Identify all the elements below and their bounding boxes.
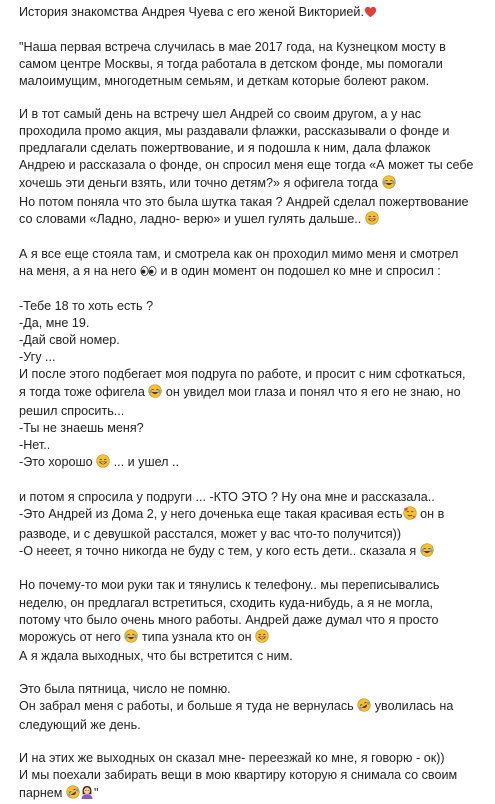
text-line: История знакомства Андрея Чуева с его женой Викторией. bbox=[19, 4, 485, 23]
text-line: А я все еще стояла там, и смотрела как он проходил мимо меня и смотрел bbox=[19, 246, 459, 261]
text-line: и потом я спросила у подруги ... -КТО ЭТО ? Ну она мне и рассказала.. bbox=[19, 490, 435, 505]
rolling-on-the-floor-laughing-icon bbox=[66, 785, 80, 804]
text-line: -Это Андрей из Дома 2, у него доченька еще такая красивая есть он в bbox=[19, 506, 485, 525]
text-line: следующий же день. bbox=[19, 718, 141, 733]
text-line: -Ты не знаешь меня? bbox=[19, 421, 144, 436]
text-line: И в тот самый день на встречу шел Андрей со своим другом, а у нас bbox=[19, 106, 422, 121]
text-line: А я ждала выходных, что бы встретится с ним. bbox=[19, 649, 293, 664]
text-line: со словами «Ладно, ладно- верю» и ушел гулять дальше.. bbox=[19, 211, 485, 230]
paragraph bbox=[19, 246, 485, 282]
paragraph bbox=[19, 577, 485, 665]
text-line: морожусь от него типа узнала кто он bbox=[19, 629, 485, 648]
text-line: потому что было очень много работы. Андрей даже думал что я просто bbox=[19, 612, 439, 627]
text-line: Он забрал меня с работы, и больше я туда не вернулась уволилась на bbox=[19, 698, 485, 717]
text-line: Это была пятница, число не помню. bbox=[19, 682, 231, 696]
text-line: И на этих же выходных он сказал мне- переезжай ко мне, я говорю - ок)) bbox=[19, 751, 445, 766]
text-line: -Тебе 18 то хоть есть ? bbox=[19, 298, 154, 313]
text-line: парнем " bbox=[19, 785, 485, 804]
text-line: на меня, а я на него и в один момент он подошел ко мне и спросил : bbox=[19, 263, 485, 282]
face-with-tears-of-joy-icon bbox=[382, 175, 396, 194]
text-line: проходила промо акция, мы раздавали флажки, рассказывали о фонде и bbox=[19, 124, 450, 139]
text-line: Но потом поняла что это была шутка такая ? Андрей сделал пожертвование bbox=[19, 194, 469, 209]
text-line: -О нееет, я точно никогда не буду с тем, у кого есть дети.. сказала я bbox=[19, 543, 485, 562]
text-line: -Угу ... bbox=[19, 350, 56, 365]
face-with-tears-of-joy-icon bbox=[148, 384, 162, 403]
paragraph bbox=[19, 489, 485, 562]
paragraph bbox=[19, 298, 485, 474]
eyes-icon bbox=[140, 265, 157, 282]
paragraph bbox=[19, 39, 485, 91]
paragraph bbox=[19, 750, 485, 804]
text-line: я тогда тоже офигела он увидел мои глаза и понял что я его не знаю, но bbox=[19, 384, 485, 403]
text-line: разводе, и с девушкой расстался, может у вас что-то получится)) bbox=[19, 526, 402, 541]
text-line: -Дай свой номер. bbox=[19, 333, 120, 348]
text-line: И после этого подбегает моя подруга по работе, и просит с ним сфоткаться, bbox=[19, 367, 466, 382]
text-line: -Нет.. bbox=[19, 438, 51, 453]
paragraph bbox=[19, 4, 485, 23]
post-body bbox=[19, 4, 485, 804]
smiling-face-with-hearts-icon bbox=[403, 506, 417, 525]
face-with-tears-of-joy-icon bbox=[420, 543, 434, 562]
text-line: Андрею и рассказала о фонде, он спросил меня еще тогда «А может ты себе bbox=[19, 158, 474, 173]
text-line: решил спросить... bbox=[19, 403, 125, 418]
text-line: -Это хорошо ... и ушел .. bbox=[19, 454, 485, 473]
text-line: -Да, мне 19. bbox=[19, 315, 90, 330]
text-line: предлагали сделать пожертвование, и я подошла к ним, дала флажок bbox=[19, 141, 431, 156]
paragraph bbox=[19, 681, 485, 735]
text-line: хочешь эти деньги взять, или точно детям?» я офигела тогда bbox=[19, 175, 485, 194]
woman-shrugging-icon bbox=[80, 785, 94, 804]
grinning-face-with-smiling-eyes-icon bbox=[365, 211, 379, 230]
text-line: малоимущим, многодетным семьям, и деткам которые болеют раком. bbox=[19, 74, 430, 89]
text-line: "Наша первая встреча случилась в мае 2017 года, на Кузнецком мосту в bbox=[19, 39, 446, 54]
text-line: неделю, он предлагал встретиться, сходить куда-нибудь, а я не могла, bbox=[19, 595, 434, 610]
grinning-face-with-smiling-eyes-icon bbox=[255, 629, 269, 648]
red-heart-icon bbox=[364, 6, 377, 23]
text-line: И мы поехали забирать вещи в мою квартиру которую я снимала со своим bbox=[19, 768, 458, 783]
rolling-on-the-floor-laughing-icon bbox=[357, 698, 371, 717]
text-line: самом центре Москвы, я тогда работала в детском фонде, мы помогали bbox=[19, 56, 443, 71]
paragraph bbox=[19, 106, 485, 230]
grinning-face-with-smiling-eyes-icon bbox=[96, 454, 110, 473]
text-line: Но почему-то мои руки так и тянулись к телефону.. мы переписывались bbox=[19, 578, 440, 593]
face-with-tears-of-joy-icon bbox=[124, 629, 138, 648]
